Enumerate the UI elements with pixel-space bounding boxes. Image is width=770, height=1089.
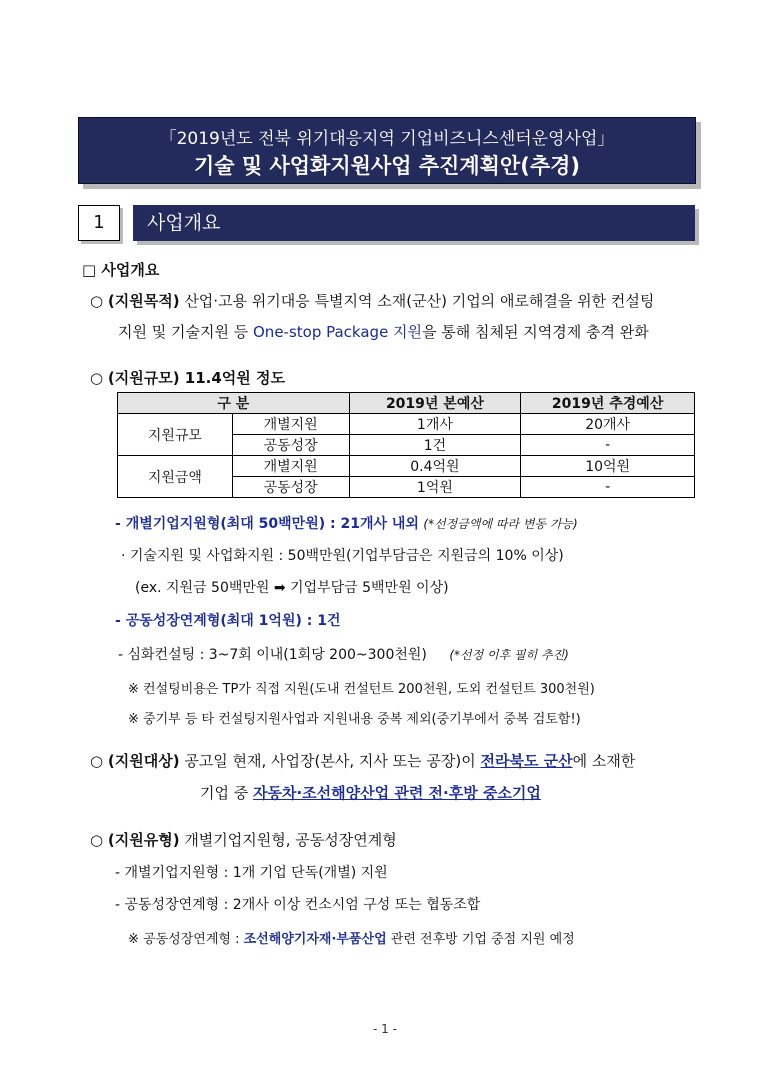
purpose-text-2a: 지원 및 기술지원 등 [118, 323, 253, 341]
title-line-2: 기술 및 사업화지원사업 추진계획안(추경) [194, 154, 580, 178]
purpose-text-1: 산업·고용 위기대응 특별지역 소재(군산) 기업의 애로해결을 위한 컨설팅 [179, 292, 655, 310]
scale-label: (지원규모) [107, 369, 180, 387]
arrow-icon: ➡ [273, 580, 286, 596]
table-group-cell: 지원금액 [118, 456, 233, 498]
types-line [90, 829, 397, 850]
bullet: ○ [90, 752, 104, 770]
table-row [118, 414, 695, 435]
document-title-box [78, 117, 696, 184]
target-text-1b: 에 소재한 [572, 752, 636, 770]
purpose-line-2 [118, 321, 649, 342]
consult-text: - 심화컨설팅 : 3~7회 이내(1회당 200~300천원) [118, 647, 427, 663]
target-region: 전라북도 군산 [480, 752, 573, 770]
support-scale-table [117, 392, 695, 498]
individual-example [135, 577, 449, 597]
page-number: - 1 - [373, 1022, 397, 1036]
dash: - [115, 613, 126, 629]
table-cell: 공동성장 [232, 477, 349, 498]
table-cell: 10억원 [521, 456, 695, 477]
scale-line [90, 367, 285, 388]
purpose-text-2b: 을 통해 침체된 지역경제 충격 완화 [422, 323, 649, 341]
table-cell: 1건 [349, 435, 521, 456]
types-note [128, 928, 575, 947]
joint-note-1: ※ 컨설팅비용은 TP가 직접 지원(도내 컨설턴트 200천원, 도외 컨설턴트 300천원) [128, 682, 595, 697]
target-text-2a: 기업 중 [200, 784, 254, 802]
target-line-2 [200, 782, 541, 803]
table-cell: 20개사 [521, 414, 695, 435]
types-item-2: - 공동성장연계형 : 2개사 이상 컨소시엄 구성 또는 협동조합 [115, 897, 481, 913]
target-label: (지원대상) [107, 752, 180, 770]
dash: - [115, 516, 126, 532]
table-cell: 개별지원 [232, 456, 349, 477]
table-header: 2019년 본예산 [349, 393, 521, 414]
scale-text: 11.4억원 정도 [179, 369, 285, 387]
bullet: ○ [90, 369, 104, 387]
types-text: 개별기업지원형, 공동성장연계형 [179, 831, 397, 849]
types-note-highlight: 조선해양기자재·부품산업 [243, 932, 387, 947]
table-cell: 1개사 [349, 414, 521, 435]
consult-note: (*선정 이후 필히 추진) [449, 648, 569, 662]
joint-label: 공동성장연계형(최대 1억원) : 1건 [125, 613, 341, 629]
table-group-cell: 지원규모 [118, 414, 233, 456]
purpose-line-1 [90, 290, 654, 311]
table-cell: 공동성장 [232, 435, 349, 456]
individual-note: (*선정금액에 따라 변동 가능) [423, 517, 578, 531]
bullet: ○ [90, 831, 104, 849]
consult-line [118, 644, 569, 664]
types-note-b: 관련 전후방 기업 중점 지원 예정 [386, 932, 575, 947]
bullet: ○ [90, 292, 104, 310]
types-item-1: - 개별기업지원형 : 1개 기업 단독(개별) 지원 [115, 865, 388, 881]
table-header: 2019년 추경예산 [521, 393, 695, 414]
subheading: □ 사업개요 [82, 261, 160, 279]
table-cell: - [521, 435, 695, 456]
table-header-row [118, 393, 695, 414]
target-line-1 [90, 750, 635, 771]
table-cell: 1억원 [349, 477, 521, 498]
example-text-a: (ex. 지원금 50백만원 [135, 580, 274, 596]
table-cell: - [521, 477, 695, 498]
target-industry: 자동차·조선해양산업 관련 전·후방 중소기업 [253, 784, 541, 802]
table-header: 구 분 [118, 393, 350, 414]
individual-label: 개별기업지원형(최대 50백만원) : 21개사 내외 [125, 516, 419, 532]
section-number: 1 [78, 205, 120, 241]
joint-line [115, 610, 340, 630]
table-cell: 0.4억원 [349, 456, 521, 477]
purpose-label: (지원목적) [107, 292, 180, 310]
target-text-1: 공고일 현재, 사업장(본사, 지사 또는 공장)이 [179, 752, 481, 770]
individual-detail: · 기술지원 및 사업화지원 : 50백만원(기업부담금은 지원금의 10% 이상) [121, 548, 564, 564]
individual-line [115, 513, 578, 533]
table-cell: 개별지원 [232, 414, 349, 435]
types-note-a: ※ 공동성장연계형 : [128, 932, 244, 947]
section-title: 사업개요 [133, 205, 695, 241]
purpose-highlight: One-stop Package 지원 [253, 323, 423, 341]
types-label: (지원유형) [107, 831, 180, 849]
example-text-b: 기업부담금 5백만원 이상) [285, 580, 449, 596]
table-row [118, 456, 695, 477]
joint-note-2: ※ 중기부 등 타 컨설팅지원사업과 지원내용 중복 제외(중기부에서 중복 검토함!) [128, 712, 581, 727]
title-line-1: 「2019년도 전북 위기대응지역 기업비즈니스센터운영사업」 [159, 129, 615, 149]
